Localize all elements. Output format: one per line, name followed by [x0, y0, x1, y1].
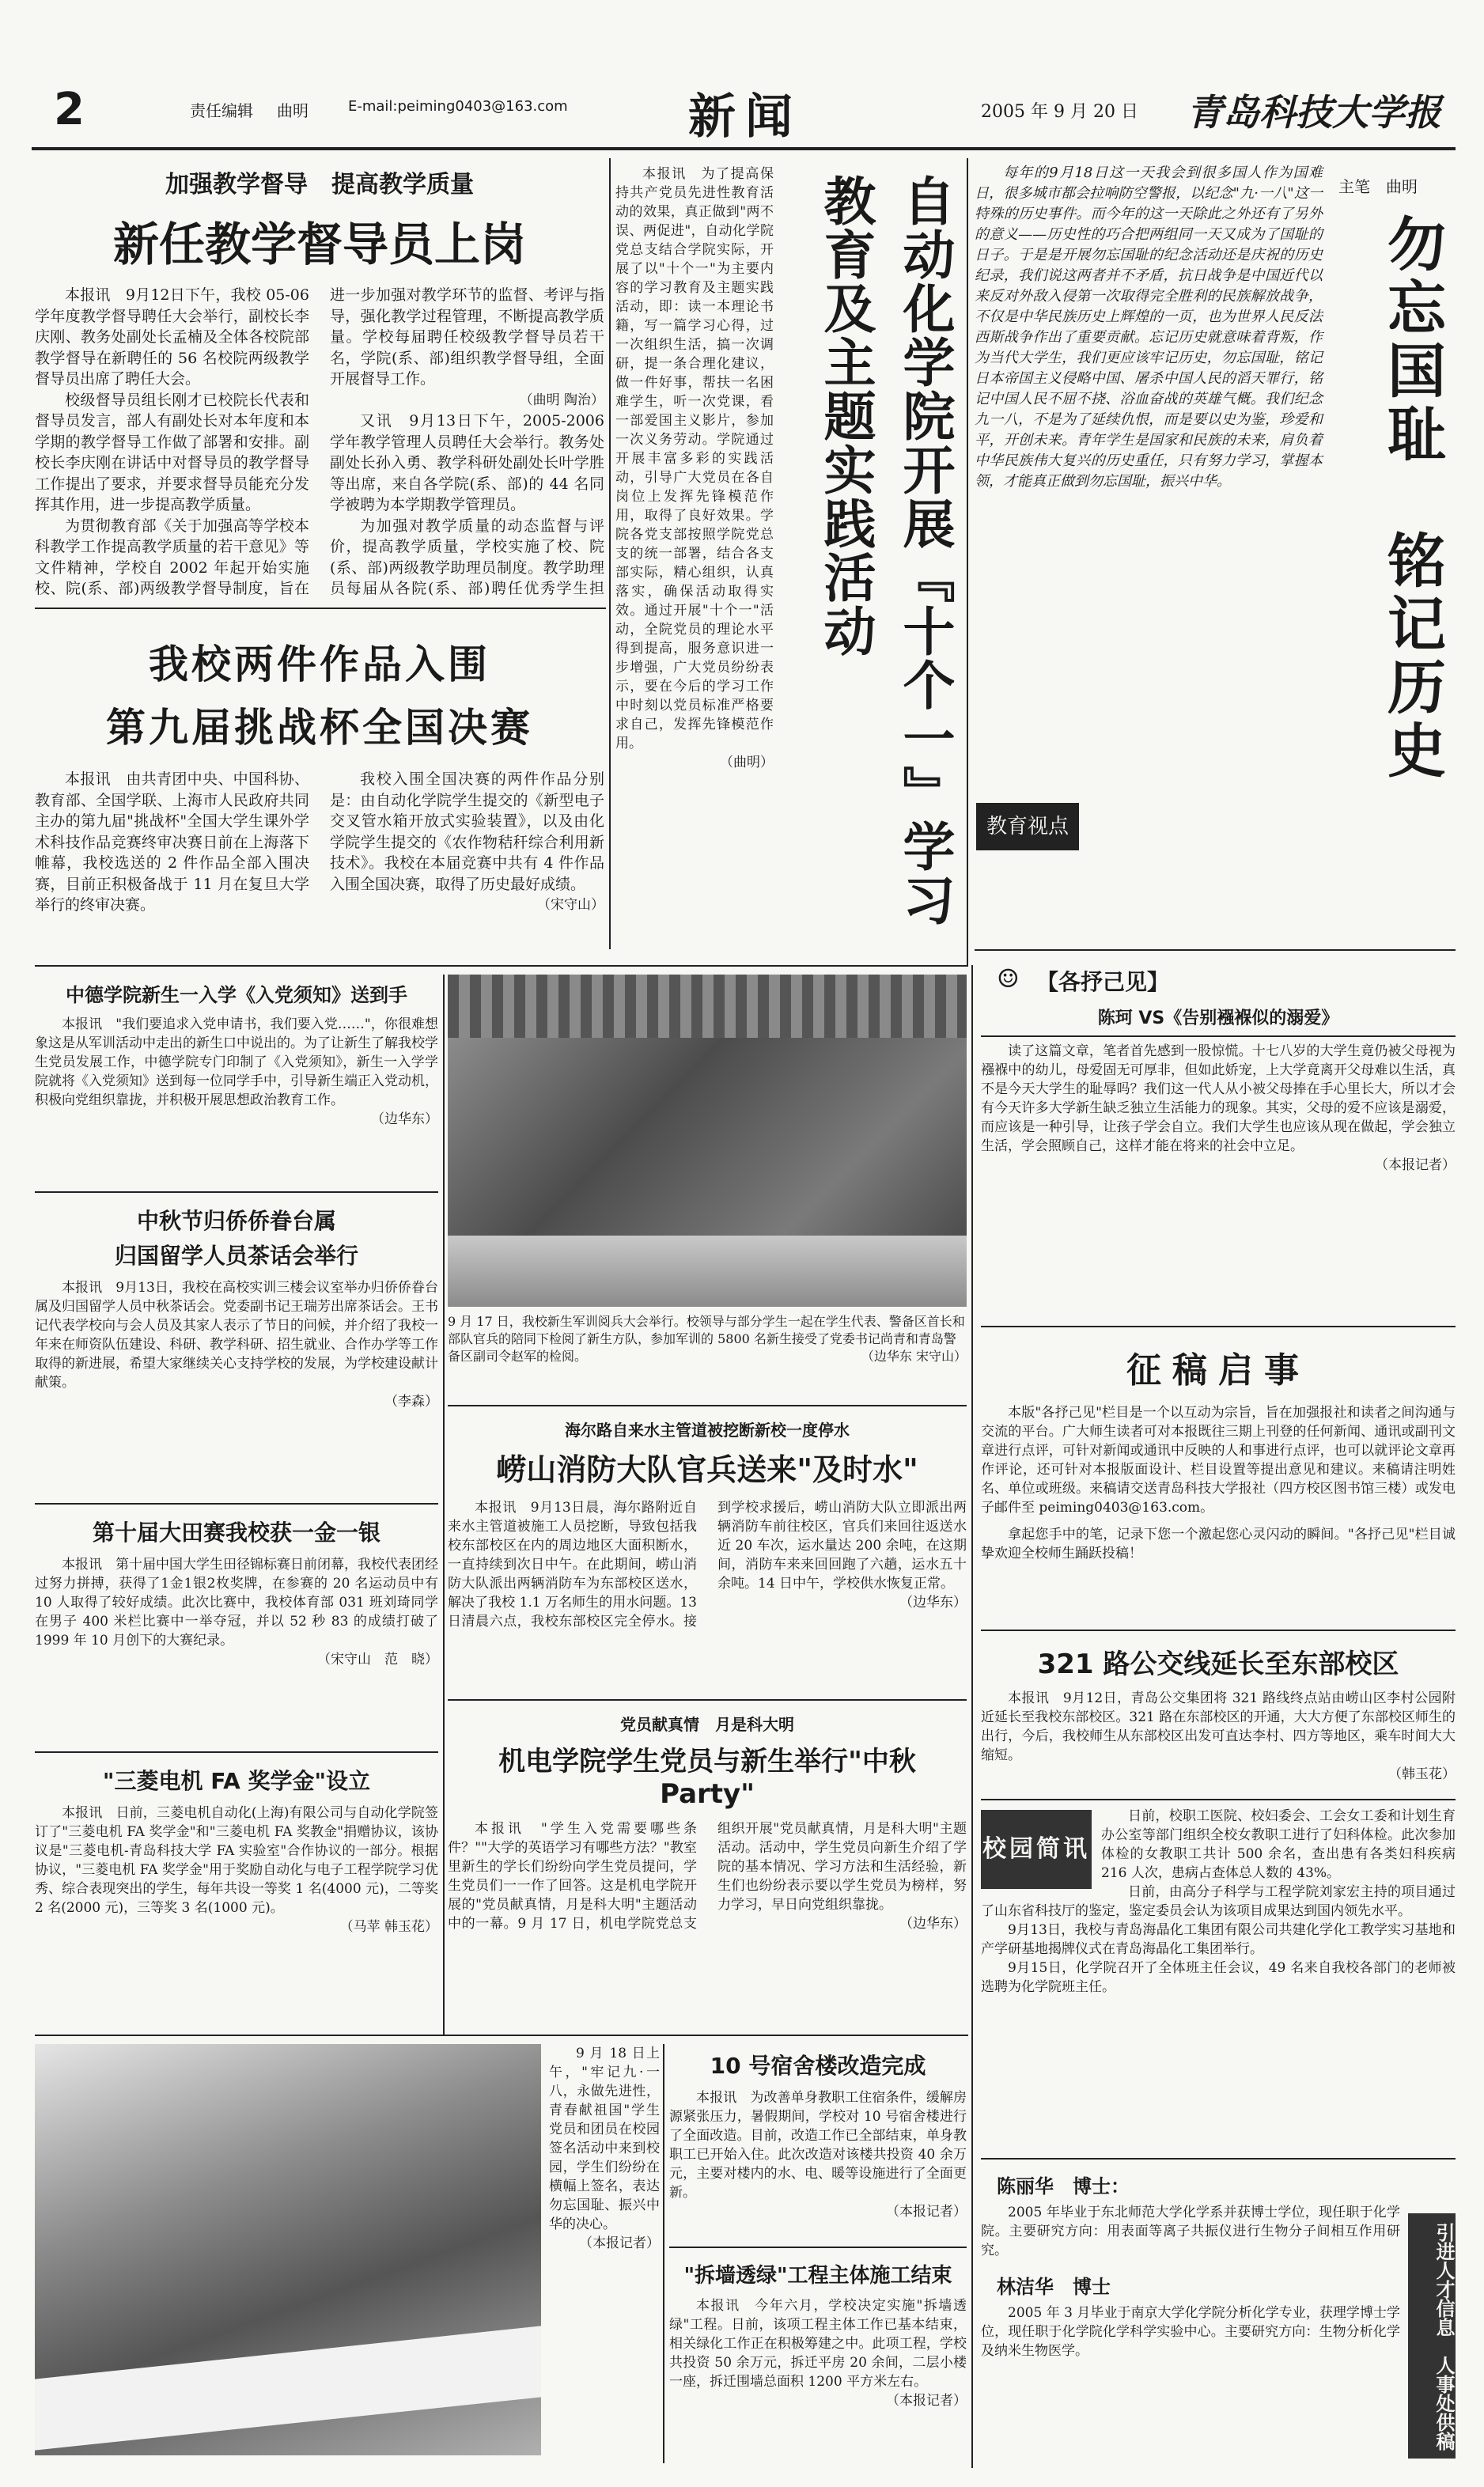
signing-event-photo — [35, 2044, 541, 2455]
lead-body — [35, 285, 604, 605]
demolition-title: "拆墙透绿"工程主体施工结束 — [683, 2264, 952, 2288]
paragraph: 校级督导员组长刚才已校院长代表和督导员发言，部人有副处长对本年度和本学期的教学督导工作做了部署和安排。副校长李庆刚在讲话中对督导员的教学督导工作提出了要求，并要求督导员能充分发挥其作用，进一步提高教学质量。 — [35, 391, 309, 513]
military-photo-caption — [448, 1313, 967, 1365]
contest-body — [35, 769, 604, 943]
mid-autumn-kicker: 党员献真情 月是科大明 — [620, 1715, 794, 1734]
section-rule — [448, 1405, 967, 1406]
bus-body — [981, 1689, 1456, 1784]
paragraph: 本报讯 为了提高保持共产党员先进性教育活动的效果，真正做到"两不误、两促进"，自动化学院党总支结合学院实际，开展了以"十个一"为主要内容的学习教育及主题实践活动，即：读一本理论书籍，写一篇学习心得，过一次组织生活，搞一次调研，提一条合理化建议，做一件好事，帮扶一名困难学生，听一次党课，看一部爱国主义影片，参加一次义务劳动。学院通过开展丰富多彩的实践活动，引导广大党员在各自岗位上发挥先锋模范作用，取得了良好效果。学院各党支部按照学院党总支的统一部署，结合各支部实际，精心组织，认真落实，确保活动取得实效。通过开展"十个一"活动，全院党员的理论水平得到提高，服务意识进一步增强，广大党员纷纷表示，要在今后的学习工作中时刻以党员标准严格要求自己，发挥先锋模范作用。 — [615, 166, 774, 751]
paragraph: 本报讯 9月13日晨，海尔路附近自来水主管道被施工人员挖断，导致包括我校东部校区在内的周边地区大面积断水，一直持续到次日中午。在此期间，崂山消防大队派出两辆消防车为东部校区送水，解决了我校 1.1 万名师生的用水问题。13 日清晨六点，我校东部校区完全停水。接到学校求援后，崂山消防大队立即派出两辆消防车前往校区，官兵们来回往返送水近 20 车次，运水量达 200 余吨，在这期间，消防车来来回回跑了六趟，运水五十余吨。14 日中午，学校供水恢复正常。 — [448, 1500, 967, 1630]
athletics-article — [35, 1511, 438, 1748]
paragraph: 本报讯 9月12日下午，我校 05-06 学年度教学督导聘任大会举行，副校长李庆刚、教务处副处长孟楠及全体各校院部教学督导在新聘任的 56 名校院两级教学督导员出席了聘任大会。 — [35, 286, 309, 388]
automation-body — [615, 165, 774, 956]
masthead — [32, 79, 1456, 142]
paragraph: 又讯 9月13日下午，2005-2006 学年教学管理人员聘任大会举行。教务处副处长孙入勇、教学科研处副处长叶学胜等出席，来自各学院(系、部)的 44 名同学被聘为本学期教学管理员。 — [330, 412, 604, 513]
teachers-article — [35, 1199, 438, 1500]
paragraph: 本报讯 为改善单身教职工住宿条件，缓解房源紧张压力，暑假期间，学校对 10 号宿舍楼进行了全面改造。目前，改造工作已全部结束，单身教职工已开始入住。此次改造对该楼共投资 40 余万元，主要对楼内的水、电、暖等设施进行了全面更新。 — [669, 2090, 967, 2201]
dorm-article — [669, 2044, 967, 2242]
column-rule — [609, 158, 611, 949]
fire-title: 崂山消防大队官兵送来"及时水" — [496, 1452, 918, 1487]
section-title: 新闻 — [688, 89, 802, 142]
opinion-column — [981, 959, 1456, 1323]
athletics-title: 第十届大田赛我校获一金一银 — [92, 1520, 380, 1546]
mid-autumn-title: 机电学院学生党员与新生举行"中秋 Party" — [498, 1746, 916, 1810]
paragraph: 本报讯 9月13日，我校在高校实训三楼会议室举办归侨侨眷台属及归国留学人员中秋茶话会。党委副书记王瑞芳出席茶话会。王书记代表学校向与会人员及其家人表示了节日的问候，并介绍了我校一年来在师资队伍建设、科研、教学科研、招生就业、合作办学等工作取得的新进展，希望大家继续关心支持学校的发展，为学校建设献计献策。 — [35, 1280, 438, 1391]
fa-scholarship-article — [35, 1759, 438, 2028]
brief-item: 9月13日，我校与青岛海晶化工集团有限公司共建化学化工教学实习基地和产学研基地揭牌仪式在青岛海晶化工集团举行。 — [981, 1922, 1456, 1957]
speech-bubble-icon: ☺ — [997, 963, 1020, 994]
dorm-title: 10 号宿舍楼改造完成 — [710, 2053, 926, 2079]
brief-item: 日前，由高分子科学与工程学院刘家宏主持的项目通过了山东省科技厅的鉴定，鉴定委员会认为该项目成果达到国内领先水平。 — [981, 1884, 1456, 1919]
contest-title-line1: 我校两件作品入围 — [149, 642, 490, 687]
byline: （宋守山） — [537, 897, 604, 913]
teachers-title-line1: 中秋节归侨侨眷台属 — [136, 1208, 336, 1234]
automation-article — [615, 158, 963, 965]
lead-article — [35, 158, 604, 605]
contest-title-line2: 第九届挑战杯全国决赛 — [106, 705, 533, 751]
contest-article — [35, 617, 604, 965]
section-rule — [448, 1699, 967, 1701]
opinion-body — [981, 1035, 1456, 1175]
talent-sidebar-label: 引进人才信息 人事处供稿 — [1408, 2213, 1456, 2459]
section-rule — [35, 1751, 438, 1753]
caption-text: 9 月 18 日上午，"牢记九·一八，永做先进性，青春献祖国"学生党员和团员在校园签名活动中来到校园，学生们纷纷在横幅上签名，表达勿忘国耻、振兴中华的决心。 — [549, 2046, 660, 2232]
editor-label: 责任编辑 — [190, 101, 253, 120]
section-rule — [981, 1630, 1456, 1631]
military-photo-block — [448, 975, 967, 1402]
paragraph: 本报讯 今年六月，学校决定实施"拆墙透绿"工程。日前，该项工程主体工作已基本结束，相关绿化工作正在积极筹建之中。此项工程，学校共投资 50 余万元，拆迁平房 20 余间，二层小楼一座，拆迁围墙总面积 1200 平方米左右。 — [669, 2298, 967, 2390]
paragraph: 本报讯 第十届中国大学生田径锦标赛日前闭幕，我校代表团经过努力拼搏，获得了1金1银2枚奖牌，在参赛的 20 名运动员中有 10 人取得了较好成绩。此次比赛中，我校体育部 031 班刘琦同学在男子 400 米栏比赛中一举夺冠，并以 52 秒 83 的成绩打破了 1999 年 10 月创下的大赛纪录。 — [35, 1557, 438, 1649]
mid-autumn-body — [448, 1819, 967, 2031]
section-rule — [981, 2158, 1456, 2160]
signing-banner — [35, 2326, 541, 2450]
talent-name: 陈丽华 博士： — [997, 2175, 1130, 2197]
teachers-body — [35, 1278, 438, 1411]
column-rule — [967, 158, 968, 965]
editorial-stamp: 教育视点 — [976, 803, 1079, 850]
editor-email: E-mail:peiming0403@163.com — [348, 98, 568, 115]
running-track — [448, 1236, 967, 1307]
brief-item: 9月15日，化学院召开了全体班主任会议，49 名来自我校各部门的老师被选聘为化学院班主任。 — [981, 1960, 1456, 1995]
paragraph: 为贯彻教育部《关于加强高等学校本科教学工作提高教学质量的若干意见》等文件精神，学校自 2002 年起开始实施校、院(系、部)两级教学督导制度，旨在进一步加强对教学环节的监督、考评与指导，强化教学过程管理，不断提高教学质量。学校每届聘任校级教学督导员若干名，学院(系、部)组织教学督导组，全面开展督导工作。 — [35, 286, 604, 597]
talent-description — [981, 2203, 1400, 2260]
brief-item: 日前，校职工医院、校妇委会、工会女工委和计划生育办公室等部门组织全校女教职工进行了妇科体检。此次参加体检的女教职工共计 500 余名，查出患有各类妇科疾病 216 人次，患病占查体总人数的 43%。 — [1101, 1808, 1456, 1881]
section-rule — [669, 2247, 967, 2248]
editorial — [975, 158, 1456, 949]
byline: （本报记者） — [886, 2393, 967, 2409]
talent-info — [981, 2166, 1456, 2459]
mid-autumn-article — [448, 1707, 967, 2031]
military-parade-photo — [448, 975, 967, 1307]
byline: （本报记者） — [579, 2235, 660, 2251]
section-rule — [981, 1326, 1456, 1327]
byline: （曲明 陶治） — [519, 392, 604, 408]
paragraph: 2005 年毕业于东北师范大学化学系并获博士学位，现任职于化学院。主要研究方向：用表面等离子共振仪进行生物分子间相互作用研究。 — [981, 2205, 1400, 2258]
paragraph: 读了这篇文章，笔者首先感到一股惊慌。十七八岁的大学生竟仍被父母视为襁褓中的幼儿，母爱固无可厚非，但如此娇宠，上大学竟离开父母难以生活，真不是今天大学生的耻辱吗？我们这一代人从小被父母捧在手心里长大，所以才会有今天许多大学新生缺乏独立生活能力的现象。其实，父母的爱不应该是溺爱，而应该是一种引导，让孩子学会自立。我们大学生也应该从现在做起，学会独立生活，学会照顾自己，这样才能在将来的社会中立足。 — [981, 1043, 1456, 1154]
fire-kicker: 海尔路自来水主管道被挖断新校一度停水 — [565, 1421, 850, 1440]
talent-description — [981, 2303, 1400, 2360]
opinion-header-row — [981, 959, 1456, 998]
byline: （宋守山 范 晓） — [317, 1652, 438, 1667]
call-for-papers-body — [981, 1403, 1456, 1563]
byline: （边华东） — [899, 1916, 967, 1932]
byline: （韩玉花） — [1388, 1766, 1456, 1782]
opinion-title: 陈珂 VS《告别襁褓似的溺爱》 — [1097, 1009, 1339, 1028]
section-rule — [35, 1503, 438, 1505]
column-rule — [971, 965, 973, 2468]
fa-body — [35, 1804, 438, 1936]
section-rule — [975, 949, 1456, 951]
talent-list — [981, 2166, 1400, 2459]
paragraph: 本报讯 "我们要追求入党申请书，我们要入党……"，你很难想象这是从军训活动中走出的新生口中说出的。为了让新生了解我校学生党员发展工作，中德学院专门印制了《入党须知》，新生一入学学院就将《入党须知》送到每一位同学手中，引导新生端正入党动机，积极向党组织靠拢，并积极开展思想政治教育工作。 — [35, 1016, 438, 1108]
paragraph: 每年的9月18日这一天我会到很多国人作为国难日，很多城市都会拉响防空警报，以纪念"九·一八"这一特殊的历史事件。而今年的这一天除此之外还有了另外的意义——历史性的巧合把两组同一天又成为了国耻的日子。于是是开展勿忘国耻的纪念活动还是庆祝的历史纪录，我们说这两者并不矛盾，抗日战争是中国近代以来反对外敌入侵第一次取得完全胜利的民族解放战争，不仅是中华民族历史上辉煌的一页，也为世界人民反法西斯战争作出了重要贡献。忘记历史就意味着背叛，作为当代大学生，我们更应该牢记历史，勿忘国耻，铭记日本帝国主义侵略中国、屠杀中国人民的滔天罪行，铭记中国人民不屈不挠、浴血奋战的英雄气概。我们纪念九一八，不是为了延续仇恨，而是要以史为鉴，珍爱和平，开创未来。青年学生是国家和民族的未来，肩负着中华民族伟大复兴的历史重任，只有努力学习，掌握本领，才能真正做到勿忘国耻，振兴中华。 — [975, 165, 1323, 490]
athletics-body — [35, 1555, 438, 1669]
paragraph: 本报讯 "学生入党需要哪些条件？""大学的英语学习有哪些方法？"教室里新生的学长们纷纷向学生党员提问，学生党员们一一作了回答。这是机电学院开展的"党员献真情，月是科大明"主题活动中的一幕。9 月 17 日，机电学院党总支组织开展"党员献真情，月是科大明"主题活动。活动中，学生党员向新生介绍了学院的基本情况、学习方法和生活经验，新生们也纷纷表示要以学生党员为榜样，努力学习，早日向党组织靠拢。 — [448, 1821, 967, 1932]
teachers-title-line2: 归国留学人员茶话会举行 — [114, 1243, 358, 1269]
freshmen-title: 中德学院新生一入学《入党须知》送到手 — [66, 984, 407, 1006]
byline: （边华东） — [371, 1111, 438, 1127]
freshmen-body — [35, 1015, 438, 1129]
talent-name: 林洁华 博士 — [997, 2276, 1111, 2298]
demolition-body — [669, 2296, 967, 2410]
editor-name: 曲明 — [277, 101, 309, 120]
byline: （曲明） — [720, 755, 774, 770]
campus-briefs — [981, 1807, 1456, 2155]
section-rule — [35, 608, 606, 609]
editorial-title: 勿忘国耻 铭记历史 — [1378, 214, 1446, 783]
paragraph: 本报讯 由共青团中央、中国科协、教育部、全国学联、上海市人民政府共同主办的第九届"挑战杯"全国大学生课外学术科技作品竞赛终审决赛日前在上海落下帷幕，我校选送的 2 件作品全部入围决赛，目前正积极备战于 11 月在复旦大学举行的终审决赛。 — [35, 770, 309, 914]
fire-brigade-article — [448, 1413, 967, 1698]
paragraph: 本报讯 9月12日，青岛公交集团将 321 路线终点站由崂山区李村公园附近延长至我校东部校区。321 路在东部校区的开通，大大方便了东部校区师生的出行，今后，我校师生从东部校区出发可直达李村、四方等地区，乘车时间大大缩短。 — [981, 1690, 1456, 1763]
section-rule — [981, 1799, 1456, 1800]
byline: （边华东） — [899, 1595, 967, 1611]
paragraph: 本版"各抒己见"栏目是一个以互动为宗旨，旨在加强报社和读者之间沟通与交流的平台。广大师生读者可对本报既往三期上刊登的任何新闻、通讯或副刊文章进行点评，可针对新闻或通讯中反映的人和事进行点评，也可以就评论文章再作评论，还可针对本报版面设计、栏目设置等提出意见和建议。来稿请注明姓名、单位或班级。来稿请交送青岛科技大学报社（四方校区图书馆三楼）或发电子邮件至 peiming0403@163.com。 — [981, 1405, 1456, 1516]
caption-text: 9 月 17 日，我校新生军训阅兵大会举行。校领导与部分学生一起在学生代表、警备区首长和部队官兵的陪同下检阅了新生方队，参加军训的 5800 名新生接受了党委书记尚青和青岛警备区副司令赵军的检阅。 — [448, 1314, 965, 1364]
byline: （本报记者） — [1375, 1157, 1456, 1173]
byline: （马苹 韩玉花） — [339, 1919, 438, 1935]
dorm-body — [669, 2088, 967, 2221]
fa-title: "三菱电机 FA 奖学金"设立 — [102, 1768, 371, 1794]
editorial-column-label: 主笔 曲明 — [1338, 177, 1418, 196]
signing-photo-caption — [549, 2044, 660, 2455]
lead-kicker: 加强教学督导 提高教学质量 — [165, 171, 474, 199]
paragraph: 拿起您手中的笔，记录下您一个激起您心灵闪动的瞬间。"各抒己见"栏目诚挚欢迎全校师生踊跃投稿！ — [981, 1527, 1456, 1561]
call-for-papers-title: 征稿启事 — [1126, 1350, 1310, 1391]
call-for-papers — [981, 1334, 1456, 1626]
campus-briefs-label: 校园简讯 — [981, 1810, 1092, 1889]
demolition-article — [669, 2254, 967, 2460]
column-rule — [663, 2044, 664, 2463]
section-rule — [35, 2035, 968, 2036]
stadium-stands — [448, 975, 967, 1038]
section-rule — [35, 1191, 438, 1193]
lead-title: 新任教学督导员上岗 — [112, 218, 526, 271]
signing-photo-block — [35, 2044, 660, 2455]
bus-title: 321 路公交线延长至东部校区 — [1037, 1649, 1399, 1680]
freshmen-article — [35, 975, 438, 1188]
header-rule — [32, 147, 1456, 150]
paragraph: 我校入围全国决赛的两件作品分别是：由自动化学院学生提交的《新型电子交叉管水箱开放式实验装置》，以及由化学院学生提交的《农作物秸秆综合利用新技术》。我校在本届竞赛中共有 4 件作品入围全国决赛，取得了历史最好成绩。 — [330, 770, 604, 893]
column-rule — [443, 975, 445, 2035]
page-number: 2 — [54, 84, 85, 135]
paragraph: 2005 年 3 月毕业于南京大学化学院分析化学专业，获理学博士学位，现任职于化学院化学科学实验中心。主要研究方向：生物分析化学及纳米生物医学。 — [981, 2305, 1400, 2359]
byline: （边华东 宋守山） — [861, 1349, 967, 1364]
byline: （本报记者） — [886, 2204, 967, 2220]
fire-body — [448, 1498, 967, 1696]
byline: （李森） — [384, 1394, 438, 1410]
bus-article — [981, 1637, 1456, 1796]
automation-title: 自动化学院开展『十个一』学习教育及主题实践活动 — [815, 174, 955, 927]
paragraph: 为加强对教学质量的动态监督与评价，提高教学质量，学校实施了校、院(系、部)两级教学助理员制度。教学助理员每届从各院(系、部)聘任优秀学生担 — [330, 517, 604, 597]
paragraph: 本报讯 日前，三菱电机自动化(上海)有限公司与自动化学院签订了"三菱电机 FA 奖学金"和"三菱电机 FA 奖教金"捐赠协议，该协议是"三菱电机-青岛科技大学 FA 实验室"合作协议的一部分。根据协议，"三菱电机 FA 奖学金"用于奖励自动化与电子工程学院学习优秀、综合表现突出的学生，每年共设一等奖 1 名(4000 元)，二等奖 2 名(2000 元)，三等奖 3 名(1000 元)。 — [35, 1805, 438, 1916]
opinion-header: 【各抒己见】 — [1036, 969, 1170, 995]
paper-name: 青岛科技大学报 — [1187, 91, 1441, 134]
section-rule — [35, 965, 968, 967]
issue-date: 2005 年 9 月 20 日 — [981, 102, 1138, 122]
